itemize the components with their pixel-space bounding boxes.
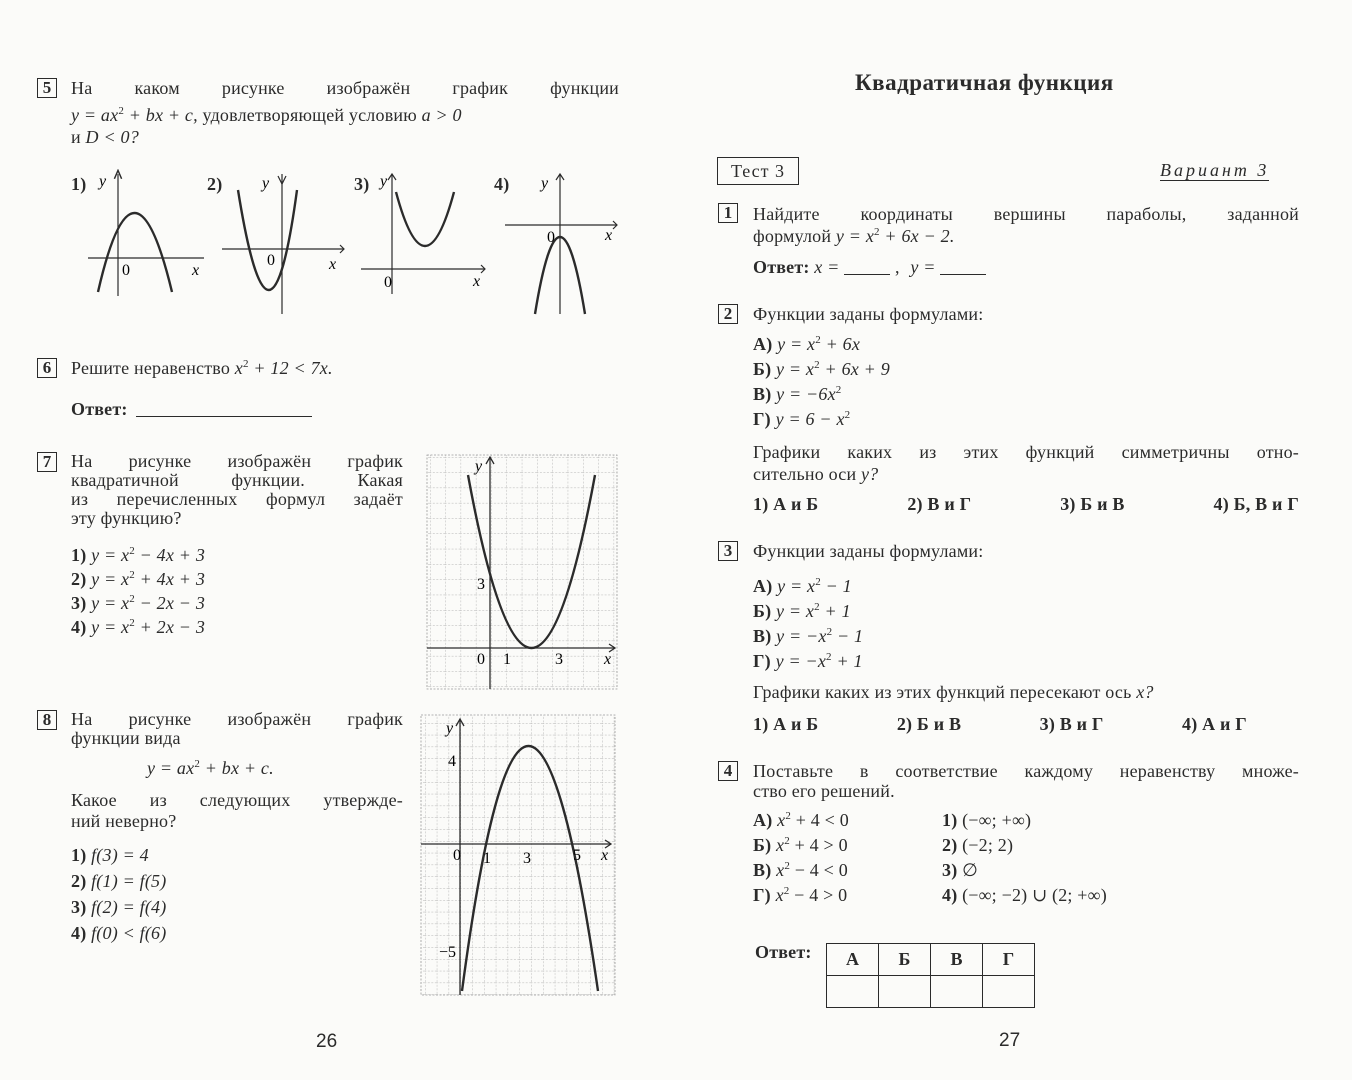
r4-ineq-a: А) $x^2 + 4 < 0$ <box>753 810 849 830</box>
page-title: Квадратичная функция <box>855 70 1114 95</box>
q5-option-1: 1) <box>71 174 87 194</box>
q8-xtick-3: 3 <box>523 850 531 867</box>
q5g1-x-label: x <box>192 262 200 279</box>
r-task-2-question: Графики каких из этих функций симметричны отно- сительно оси y? <box>753 442 1299 484</box>
task-5-formula-line: $y = ax^2$ + bx + c, удовлетворяющей условию a > 0 <box>71 105 462 125</box>
answer-cell-c[interactable] <box>931 976 983 1008</box>
task-5-condition: и D < 0? <box>71 127 139 147</box>
variant-label: Вариант 3 <box>1160 160 1270 180</box>
q7-graph <box>427 455 619 691</box>
q8-graph <box>421 715 617 997</box>
r-task-4-text: Поставьте в соответствие каждому неравенству множе- ство его решений. <box>753 761 1299 801</box>
q5g1-y-label: y <box>99 173 107 190</box>
q5g2-zero-label: 0 <box>267 252 275 269</box>
r2-answer-2[interactable]: 2) В и Г <box>907 494 972 514</box>
r4-solution-2: 2) (−2; 2) <box>942 835 1014 855</box>
r-task-number-2: 2 <box>718 304 738 324</box>
task-number-8: 8 <box>37 710 57 730</box>
r2-answer-1[interactable]: 1) А и Б <box>753 494 819 514</box>
task-8-options <box>71 842 166 946</box>
task-8-question: Какое из следующих утвержде- ний неверно? <box>71 790 403 831</box>
q7-ytick-3: 3 <box>477 576 485 593</box>
task-5-text: На каком рисунке изображён график функции <box>71 78 619 98</box>
task-6-answer: Ответ: <box>71 399 312 419</box>
r3-formula-b: Б) $y = x^2 + 1$ <box>753 601 851 621</box>
q5-graph-1 <box>86 172 211 302</box>
q7-option-2: 2) $y = x^2 + 4x + 3$ <box>71 569 206 589</box>
r4-solution-1: 1) (−∞; +∞) <box>942 810 1032 830</box>
q8-option-1: 1) f(3) = 4 <box>71 845 149 865</box>
q8-x-label: x <box>601 847 609 864</box>
answer-cell-b[interactable] <box>879 976 931 1008</box>
q8-option-4: 4) f(0) < f(6) <box>71 923 167 943</box>
task-number-7: 7 <box>37 452 57 472</box>
r-task-3-answers <box>753 714 1247 734</box>
r3-answer-3[interactable]: 3) В и Г <box>1039 714 1104 734</box>
r2-formula-a: А) $y = x^2 + 6x$ <box>753 334 861 354</box>
r3-formula-c: В) $y = -x^2 - 1$ <box>753 626 864 646</box>
answer-table <box>826 943 1035 1008</box>
q7-option-4: 4) $y = x^2 + 2x - 3$ <box>71 617 206 637</box>
answer-cell-d[interactable] <box>983 976 1035 1008</box>
answer-col-a: А <box>827 944 879 976</box>
task-7-text: На рисунке изображён график квадратичной функции. Какая из перечисленных формул задаёт эту функцию? <box>71 451 403 528</box>
r4-solution-4: 4) (−∞; −2) ∪ (2; +∞) <box>942 885 1107 905</box>
q8-option-2: 2) f(1) = f(5) <box>71 871 167 891</box>
r3-answer-2[interactable]: 2) Б и В <box>896 714 962 734</box>
q5g1-zero-label: 0 <box>122 262 130 279</box>
q5-option-4: 4) <box>494 174 510 194</box>
r-task-4-answer-label: Ответ: <box>755 942 812 962</box>
r2-answer-4[interactable]: 4) Б, В и Г <box>1213 494 1299 514</box>
q7-y-label: y <box>475 458 483 475</box>
r4-solution-3: 3) ∅ <box>942 860 978 880</box>
r-task-number-4: 4 <box>718 761 738 781</box>
q5g2-x-label: x <box>329 256 337 273</box>
r4-ineq-b: Б) $x^2 + 4 > 0$ <box>753 835 848 855</box>
r-task-4-solutions <box>942 808 1107 908</box>
q5-graph-2 <box>222 172 347 317</box>
r-task-3-formulas <box>753 574 863 674</box>
task-8-text: На рисунке изображён график функции вида <box>71 709 403 748</box>
r-task-1-answer: Ответ: x = , y = <box>753 257 986 277</box>
vertex-y-field[interactable] <box>940 258 986 275</box>
page-number-left: 26 <box>316 1031 338 1052</box>
vertex-x-field[interactable] <box>844 258 890 275</box>
q5g3-y-label: y <box>380 173 388 190</box>
q5g4-zero-label: 0 <box>547 229 555 246</box>
q7-option-3: 3) $y = x^2 - 2x - 3$ <box>71 593 206 613</box>
r-task-4-inequalities <box>753 808 849 908</box>
r-task-3-question: Графики каких из этих функций пересекают ось x? <box>753 682 1154 702</box>
answer-cell-a[interactable] <box>827 976 879 1008</box>
q7-option-1: 1) $y = x^2 - 4x + 3$ <box>71 545 206 565</box>
q5g4-y-label: y <box>541 175 549 192</box>
r3-formula-a: А) $y = x^2 - 1$ <box>753 576 852 596</box>
r4-ineq-d: Г) $x^2 - 4 > 0$ <box>753 885 848 905</box>
q7-xtick-3: 3 <box>555 651 563 668</box>
r4-ineq-c: В) $x^2 - 4 < 0$ <box>753 860 848 880</box>
q7-origin-label: 0 <box>477 651 485 668</box>
r-task-number-3: 3 <box>718 541 738 561</box>
q8-option-3: 3) f(2) = f(4) <box>71 897 167 917</box>
test-label: Тест 3 <box>717 157 799 185</box>
r2-formula-d: Г) $y = 6 - x^2$ <box>753 409 851 429</box>
q8-xtick-5: 5 <box>573 847 581 864</box>
q8-origin-label: 0 <box>453 847 461 864</box>
q8-xtick-1: 1 <box>483 850 491 867</box>
task-6-text: Решите неравенство $x^2 + 12 < 7x$. <box>71 358 333 378</box>
q8-ytick-4: 4 <box>448 753 456 770</box>
r-task-2-formulas <box>753 332 890 432</box>
answer-col-d: Г <box>983 944 1035 976</box>
r3-answer-4[interactable]: 4) А и Г <box>1182 714 1247 734</box>
task-7-options <box>71 543 205 639</box>
r2-formula-c: В) $y = -6x^2$ <box>753 384 842 404</box>
q5g2-y-label: y <box>262 175 270 192</box>
answer-col-c: В <box>931 944 983 976</box>
q5-graph-3 <box>359 172 489 297</box>
q5g3-x-label: x <box>473 273 481 290</box>
q5-graph-4 <box>503 172 621 317</box>
r2-answer-3[interactable]: 3) Б и В <box>1060 494 1125 514</box>
q5-option-2: 2) <box>207 174 223 194</box>
r2-formula-b: Б) $y = x^2 + 6x + 9$ <box>753 359 890 379</box>
r-task-3-head: Функции заданы формулами: <box>753 541 984 561</box>
q7-xtick-1: 1 <box>503 651 511 668</box>
task-number-6: 6 <box>37 358 57 378</box>
q5g3-zero-label: 0 <box>384 274 392 291</box>
r-task-1-text: Найдите координаты вершины параболы, заданной формулой $y = x^2 + 6x - 2$. <box>753 204 1299 246</box>
task-6-answer-field[interactable] <box>136 400 312 417</box>
q8-y-label: y <box>446 720 454 737</box>
r-task-2-head: Функции заданы формулами: <box>753 304 984 324</box>
page-number-right: 27 <box>999 1030 1021 1051</box>
task-number-5: 5 <box>37 78 57 98</box>
task-8-formula: $y = ax^2$ + bx + c. <box>147 758 274 778</box>
r-task-2-answers <box>753 494 1299 514</box>
r-task-number-1: 1 <box>718 203 738 223</box>
q8-ytick-minus5: −5 <box>439 944 457 961</box>
r3-formula-d: Г) $y = -x^2 + 1$ <box>753 651 863 671</box>
q5g4-x-label: x <box>605 227 613 244</box>
q5-option-3: 3) <box>354 174 370 194</box>
answer-col-b: Б <box>879 944 931 976</box>
q7-x-label: x <box>604 651 612 668</box>
r3-answer-1[interactable]: 1) А и Б <box>753 714 819 734</box>
